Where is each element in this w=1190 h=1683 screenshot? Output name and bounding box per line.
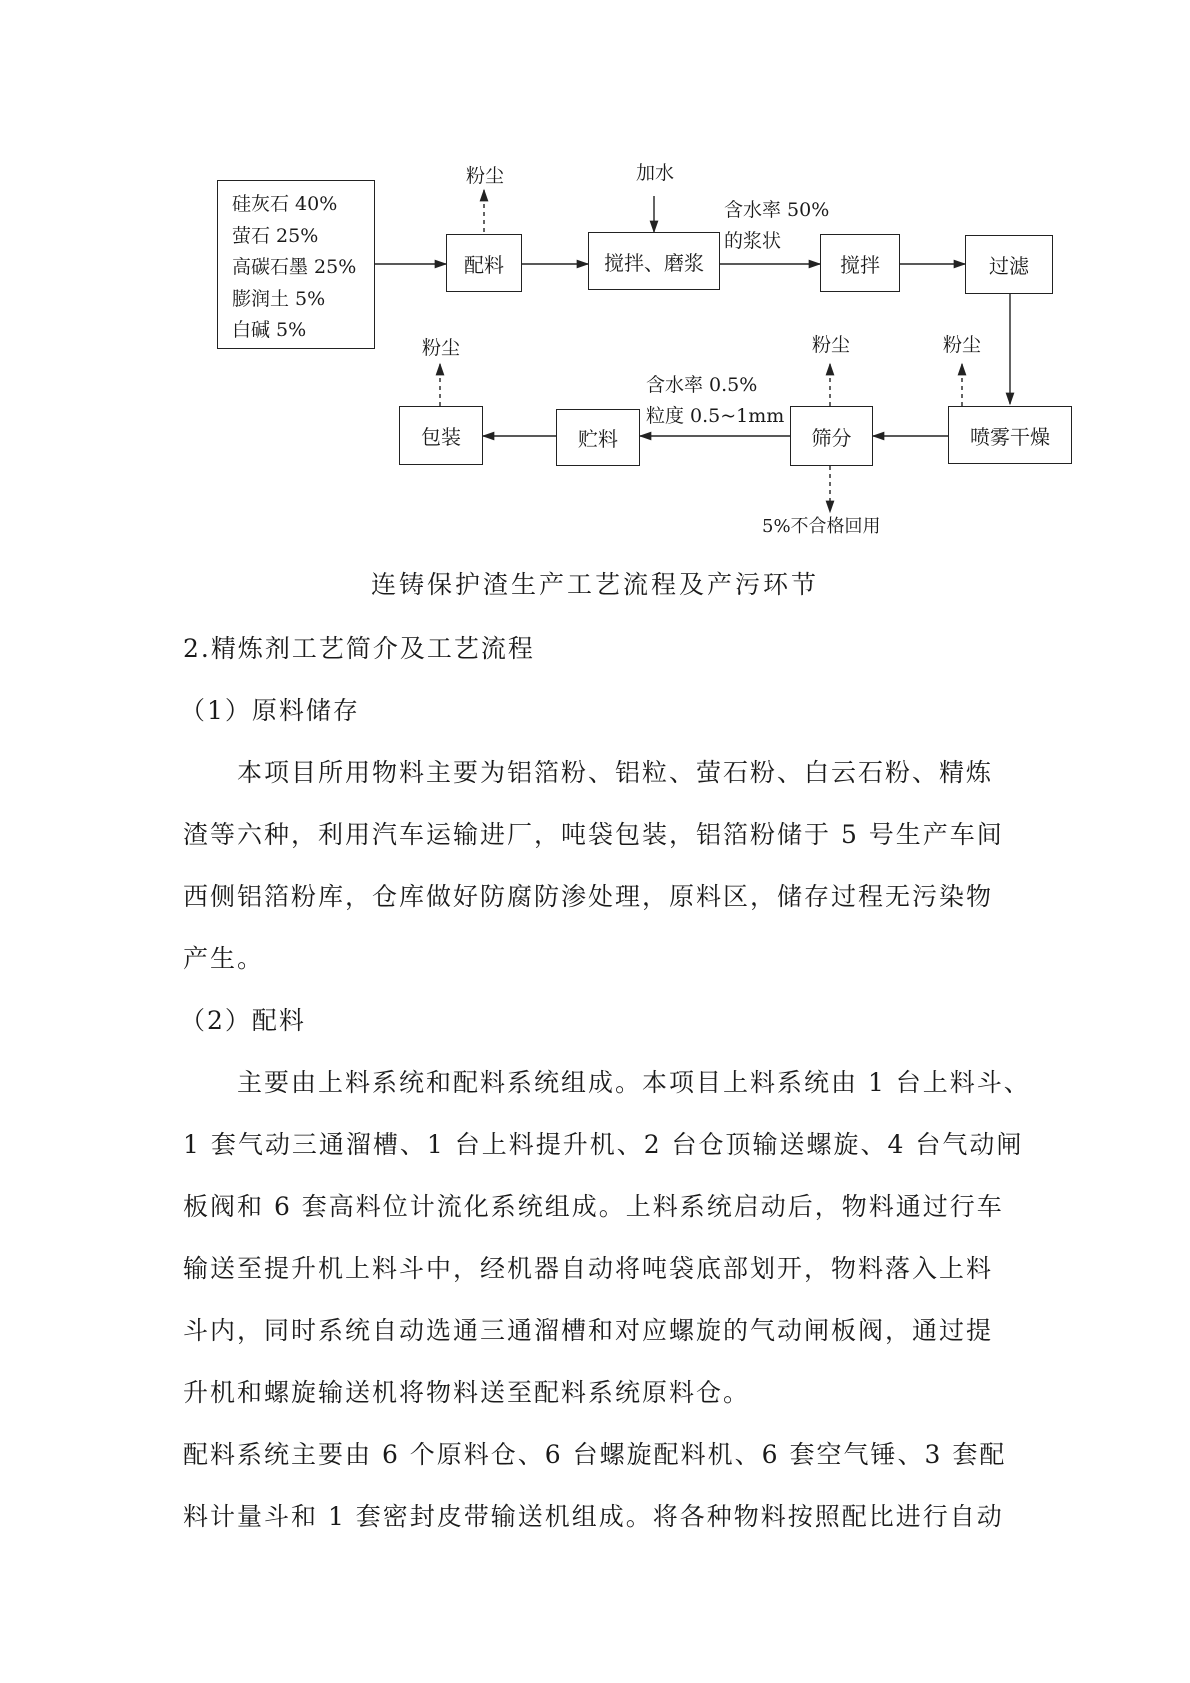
paragraph-line: 升机和螺旋输送机将物料送至配料系统原料仓。	[183, 1378, 751, 1407]
subsection-title-storage: （1）原料储存	[180, 696, 360, 725]
label-add-water: 加水	[636, 162, 675, 184]
box-filtering: 过滤	[965, 235, 1053, 294]
raw-material-item: 白碱 5%	[232, 319, 307, 341]
paragraph-line: 1 套气动三通溜槽、1 台上料提升机、2 台仓顶输送螺旋、4 台气动闸	[183, 1130, 1024, 1159]
label-product-line1: 含水率 0.5%	[646, 374, 758, 396]
box-storage: 贮料	[556, 409, 640, 466]
raw-materials-box	[217, 180, 375, 349]
raw-material-item: 硅灰石 40%	[232, 193, 338, 215]
label-product-line2: 粒度 0.5~1mm	[646, 405, 785, 427]
paragraph-line: 料计量斗和 1 套密封皮带输送机组成。将各种物料按照配比进行自动	[183, 1502, 1004, 1531]
paragraph-line: 渣等六种，利用汽车运输进厂，吨袋包装，铝箔粉储于 5 号生产车间	[183, 820, 1004, 849]
box-screening: 筛分	[790, 406, 873, 466]
label-dust-packing: 粉尘	[422, 337, 461, 359]
box-spray-drying: 喷雾干燥	[948, 406, 1072, 464]
subsection-title-batching: （2）配料	[180, 1006, 306, 1035]
paragraph-line: 斗内，同时系统自动选通三通溜槽和对应螺旋的气动闸板阀，通过提	[183, 1316, 994, 1345]
label-slurry-line1: 含水率 50%	[724, 199, 830, 221]
raw-material-item: 高碳石墨 25%	[232, 256, 357, 278]
label-dust-drying: 粉尘	[943, 334, 982, 356]
label-dust-screening: 粉尘	[812, 334, 851, 356]
paragraph-line: 输送至提升机上料斗中，经机器自动将吨袋底部划开，物料落入上料	[183, 1254, 994, 1283]
figure-caption: 连铸保护渣生产工艺流程及产污环节	[370, 570, 819, 599]
paragraph-line: 产生。	[183, 944, 265, 973]
label-slurry-line2: 的浆状	[724, 230, 782, 252]
section-title: 2.精炼剂工艺简介及工艺流程	[183, 634, 535, 663]
box-mixing-grinding: 搅拌、磨浆	[588, 232, 720, 290]
box-stirring: 搅拌	[820, 234, 900, 292]
paragraph-line: 本项目所用物料主要为铝箔粉、铝粒、萤石粉、白云石粉、精炼	[237, 758, 994, 787]
raw-material-item: 膨润土 5%	[232, 287, 326, 310]
box-packing: 包装	[399, 406, 483, 465]
box-batching: 配料	[446, 234, 522, 292]
paragraph-line: 配料系统主要由 6 个原料仓、6 台螺旋配料机、6 套空气锤、3 套配	[183, 1440, 1007, 1469]
label-reuse: 5%不合格回用	[762, 516, 881, 537]
label-dust-batching: 粉尘	[466, 165, 505, 187]
paragraph-line: 板阀和 6 套高料位计流化系统组成。上料系统启动后，物料通过行车	[183, 1192, 1004, 1221]
paragraph-line: 主要由上料系统和配料系统组成。本项目上料系统由 1 台上料斗、	[237, 1068, 1031, 1097]
paragraph-line: 西侧铝箔粉库，仓库做好防腐防渗处理，原料区，储存过程无污染物	[183, 882, 994, 911]
raw-material-item: 萤石 25%	[232, 224, 319, 247]
